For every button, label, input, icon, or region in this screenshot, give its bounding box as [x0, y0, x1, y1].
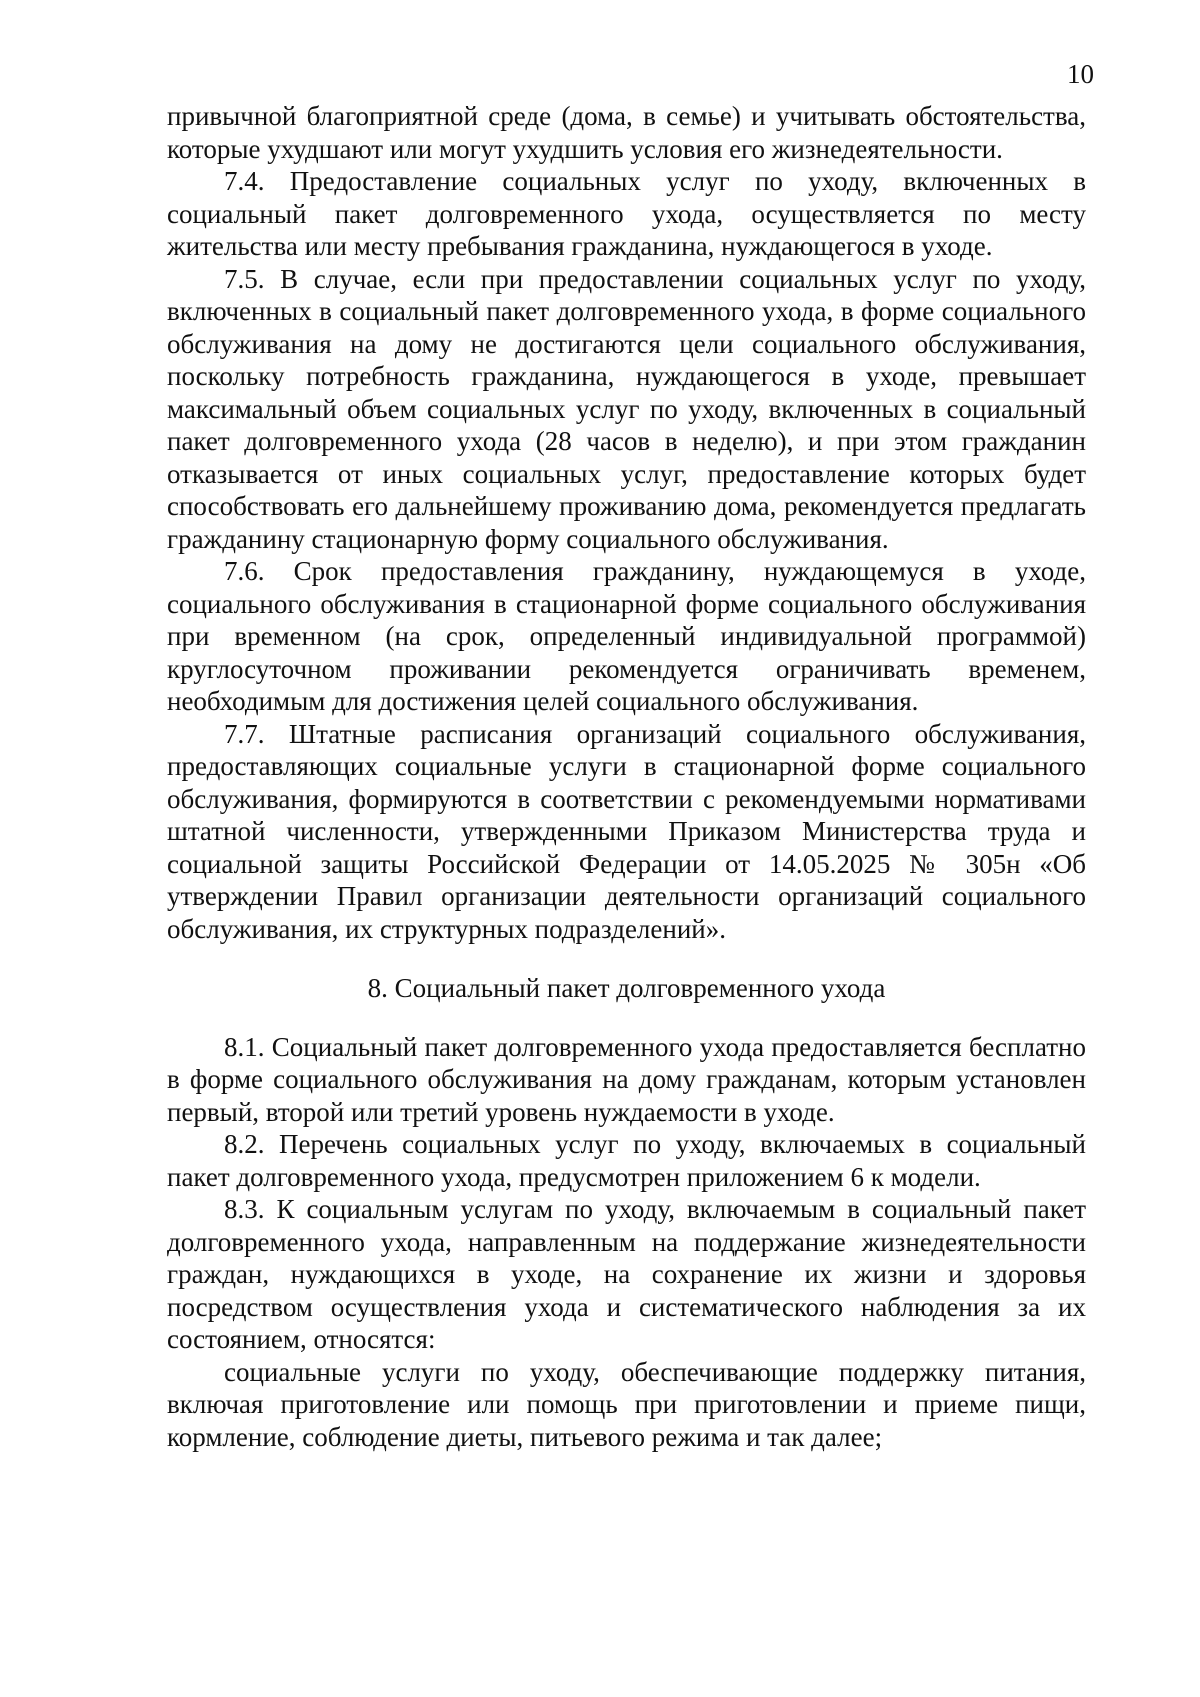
paragraph-7-7: 7.7. Штатные расписания организаций социального обслуживания, предоставляющих социальные услуги в стационарной форме социального обслуживания, формируются в соответствии с рекомендуемыми нормативами штатной численности, утвержденными Приказом Министерства труда и социальной защиты Российской Федерации от 14.05.2025 № 305н «Об утверждении Правил организации деятельности организаций социального обслуживания, их структурных подразделений».: [167, 718, 1086, 944]
document-body: [167, 100, 1086, 1453]
paragraph-7-6: 7.6. Срок предоставления гражданину, нуждающемуся в уходе, социального обслуживания в стационарной форме социального обслуживания при временном (на срок, определенный индивидуальной программой) круглосуточном проживании рекомендуется ограничивать временем, необходимым для достижения целей социального обслуживания.: [167, 556, 1086, 716]
paragraph-8-1: 8.1. Социальный пакет долговременного ухода предоставляется бесплатно в форме социального обслуживания на дому гражданам, которым установлен первый, второй или третий уровень нуждаемости в уходе.: [167, 1031, 1086, 1127]
paragraph-continuation: привычной благоприятной среде (дома, в семье) и учитывать обстоятельства, которые ухудшают или могут ухудшить условия его жизнедеятельности.: [167, 101, 1086, 164]
page-number: 10: [1067, 59, 1094, 89]
section-heading: 8. Социальный пакет долговременного ухода: [367, 973, 886, 1003]
paragraph-7-4: 7.4. Предоставление социальных услуг по уходу, включенных в социальный пакет долговременного ухода, осуществляется по месту жительства или месту пребывания гражданина, нуждающегося в уходе.: [167, 166, 1086, 261]
paragraph-8-2: 8.2. Перечень социальных услуг по уходу, включаемых в социальный пакет долговременного ухода, предусмотрен приложением 6 к модели.: [167, 1129, 1086, 1192]
paragraph-7-5: 7.5. В случае, если при предоставлении социальных услуг по уходу, включенных в социальный пакет долговременного ухода, в форме социального обслуживания на дому не достигаются цели социального обслуживания, поскольку потребность гражданина, нуждающегося в уходе, превышает максимальный объем социальных услуг по уходу, включенных в социальный пакет долговременного ухода (28 часов в неделю), и при этом гражданин отказывается от иных социальных услуг, предоставление которых будет способствовать его дальнейшему проживанию дома, рекомендуется предлагать гражданину стационарную форму социального обслуживания.: [167, 263, 1086, 554]
paragraph-list-item: социальные услуги по уходу, обеспечивающие поддержку питания, включая приготовление или помощь при приготовлении и приеме пищи, кормление, соблюдение диеты, питьевого режима и так далее;: [167, 1356, 1086, 1452]
paragraph-8-3: 8.3. К социальным услугам по уходу, включаемым в социальный пакет долговременного ухода, направленным на поддержание жизнедеятельности граждан, нуждающихся в уходе, на сохранение их жизни и здоровья посредством осуществления ухода и систематического наблюдения за их состоянием, относятся:: [167, 1194, 1086, 1354]
